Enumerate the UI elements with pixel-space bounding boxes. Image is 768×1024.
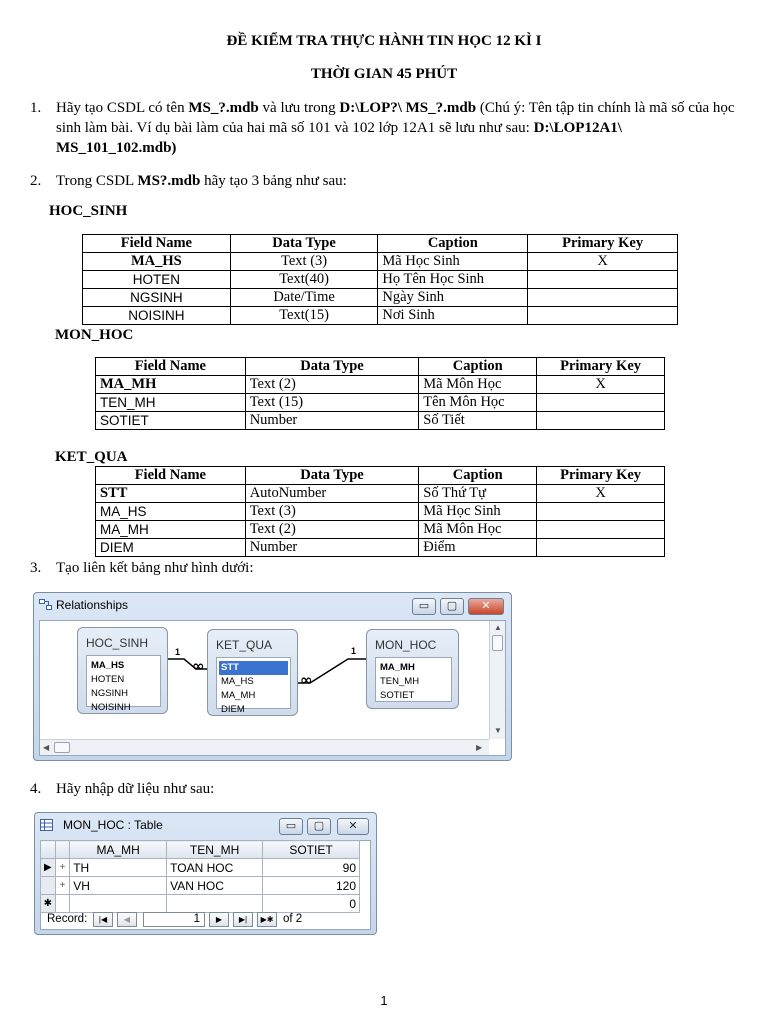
table-row bbox=[83, 253, 678, 271]
one-side-label: 1 bbox=[175, 647, 181, 657]
column-header[interactable]: TEN_MH bbox=[167, 841, 263, 859]
mon-hoc-table bbox=[95, 357, 665, 430]
table-row bbox=[96, 503, 665, 521]
first-record-button[interactable]: |◀ bbox=[93, 912, 113, 927]
table-row bbox=[83, 271, 678, 289]
field-list[interactable] bbox=[216, 657, 291, 715]
caption: Mã Học Sinh bbox=[378, 253, 528, 271]
minimize-button[interactable]: ▭ bbox=[279, 818, 303, 835]
column-header: Primary Key bbox=[537, 358, 665, 376]
last-record-button[interactable]: ▶| bbox=[233, 912, 253, 927]
table-label-hoc-sinh: HOC_SINH bbox=[49, 203, 128, 219]
data-type: AutoNumber bbox=[245, 485, 419, 503]
field-name: MA_MH bbox=[96, 376, 246, 394]
document-subtitle: THỜI GIAN 45 PHÚT bbox=[310, 66, 458, 82]
caption: Số Thứ Tự bbox=[419, 485, 537, 503]
new-record-button[interactable]: ▶✱ bbox=[257, 912, 277, 927]
column-header: Caption bbox=[419, 467, 537, 485]
column-header: Data Type bbox=[245, 358, 419, 376]
record-selector[interactable] bbox=[41, 877, 56, 895]
corner-cell[interactable] bbox=[41, 841, 56, 859]
field-name: NOISINH bbox=[83, 307, 231, 325]
next-record-button[interactable]: ▶ bbox=[209, 912, 229, 927]
expand-button[interactable]: + bbox=[55, 859, 70, 877]
column-header: Data Type bbox=[245, 467, 419, 485]
field-name: MA_MH bbox=[96, 521, 246, 539]
column-header: Field Name bbox=[96, 467, 246, 485]
document-title: ĐỀ KIỂM TRA THỰC HÀNH TIN HỌC 12 KÌ I bbox=[226, 33, 542, 49]
cell-sotiet[interactable]: 0 bbox=[263, 895, 360, 913]
cell-ma-mh[interactable] bbox=[70, 895, 167, 913]
caption: Ngày Sinh bbox=[378, 289, 528, 307]
question-number: 1. bbox=[30, 100, 42, 116]
relationships-icon bbox=[39, 599, 52, 611]
field-name: STT bbox=[96, 485, 246, 503]
record-navigator bbox=[45, 912, 367, 928]
table-label-ket-qua: KET_QUA bbox=[55, 449, 128, 465]
field-item[interactable]: SOTIET bbox=[380, 690, 415, 701]
vertical-scrollbar[interactable] bbox=[489, 621, 505, 739]
page-number: 1 bbox=[380, 993, 388, 1008]
table-box-title: MON_HOC bbox=[375, 638, 437, 652]
window-title: MON_HOC : Table bbox=[63, 818, 163, 832]
table-row bbox=[96, 412, 665, 430]
question-number: 4. bbox=[30, 781, 42, 797]
cell-ma-mh[interactable]: VH bbox=[70, 877, 167, 895]
scroll-right-arrow[interactable]: ▶ bbox=[476, 743, 483, 752]
title-bar[interactable] bbox=[34, 593, 511, 619]
table-box-ket-qua[interactable] bbox=[207, 629, 298, 716]
data-type: Text (2) bbox=[245, 376, 419, 394]
table-box-mon-hoc[interactable] bbox=[366, 629, 459, 709]
maximize-button[interactable]: ▢ bbox=[440, 598, 464, 615]
primary-key bbox=[537, 503, 665, 521]
table-row bbox=[96, 394, 665, 412]
column-header: Caption bbox=[419, 358, 537, 376]
scroll-up-arrow[interactable]: ▲ bbox=[494, 623, 502, 632]
field-item[interactable]: HOTEN bbox=[91, 674, 125, 685]
table-row bbox=[96, 485, 665, 503]
table-row bbox=[83, 307, 678, 325]
question-text: Hãy tạo CSDL có tên MS_?.mdb và lưu trong D:\LOP?\ MS_?.mdb (Chú ý: Tên tập tin chính là mã số của học sinh làm bài. Ví dụ bài làm của hai mã số 101 và 102 lớp 12A1 sẽ lưu như sau: D:\LOP12A1\ MS_101_102.mdb) bbox=[56, 100, 735, 156]
primary-key bbox=[537, 521, 665, 539]
scroll-thumb[interactable] bbox=[492, 635, 503, 651]
primary-key: X bbox=[537, 376, 665, 394]
data-type: Number bbox=[245, 539, 419, 557]
window-title: Relationships bbox=[56, 598, 129, 612]
data-type: Text(15) bbox=[230, 307, 378, 325]
caption: Họ Tên Học Sinh bbox=[378, 271, 528, 289]
cell-sotiet[interactable]: 120 bbox=[263, 877, 360, 895]
table-row bbox=[96, 521, 665, 539]
question-text: Tạo liên kết bảng như hình dưới: bbox=[56, 560, 254, 576]
title-bar[interactable] bbox=[35, 813, 376, 839]
caption: Mã Học Sinh bbox=[419, 503, 537, 521]
primary-key: X bbox=[528, 253, 678, 271]
datasheet-grid bbox=[40, 840, 360, 913]
caption: Số Tiết bbox=[419, 412, 537, 430]
question-number: 3. bbox=[30, 560, 42, 576]
caption: Nơi Sinh bbox=[378, 307, 528, 325]
caption: Mã Môn Học bbox=[419, 521, 537, 539]
close-button[interactable]: ✕ bbox=[468, 598, 504, 615]
record-count: of 2 bbox=[283, 913, 303, 925]
cell-ten-mh[interactable] bbox=[167, 895, 263, 913]
column-header[interactable]: SOTIET bbox=[263, 841, 360, 859]
question-1 bbox=[30, 98, 740, 158]
record-label: Record: bbox=[47, 913, 88, 925]
column-header: Data Type bbox=[230, 235, 378, 253]
question-2 bbox=[30, 171, 740, 191]
field-item[interactable]: MA_HS bbox=[221, 676, 254, 687]
question-number: 2. bbox=[30, 173, 42, 189]
horizontal-scrollbar[interactable] bbox=[40, 739, 489, 755]
field-list[interactable] bbox=[375, 657, 452, 702]
data-type: Text(40) bbox=[230, 271, 378, 289]
table-row bbox=[41, 877, 360, 895]
scroll-thumb[interactable] bbox=[54, 742, 70, 753]
table-row bbox=[96, 376, 665, 394]
data-type: Text (3) bbox=[245, 503, 419, 521]
table-box-hoc-sinh[interactable] bbox=[77, 627, 168, 714]
field-item[interactable]: NGSINH bbox=[91, 688, 128, 699]
field-item[interactable]: MA_MH bbox=[221, 690, 256, 701]
primary-key bbox=[528, 271, 678, 289]
field-item[interactable]: MA_MH bbox=[380, 662, 415, 673]
table-row bbox=[96, 539, 665, 557]
cell-ten-mh[interactable]: VAN HOC bbox=[167, 877, 263, 895]
record-selector[interactable]: ▶ bbox=[41, 859, 56, 877]
scroll-left-arrow[interactable]: ◀ bbox=[43, 743, 50, 752]
primary-key bbox=[537, 539, 665, 557]
column-header: Primary Key bbox=[528, 235, 678, 253]
primary-key bbox=[528, 307, 678, 325]
data-type: Text (15) bbox=[245, 394, 419, 412]
many-side-label: ∞ bbox=[300, 671, 313, 689]
table-row bbox=[41, 859, 360, 877]
caption: Tên Môn Học bbox=[419, 394, 537, 412]
close-button[interactable]: ✕ bbox=[337, 818, 369, 835]
column-header: Primary Key bbox=[537, 467, 665, 485]
datasheet-window bbox=[34, 812, 377, 935]
caption: Điểm bbox=[419, 539, 537, 557]
field-item[interactable]: NOISINH bbox=[91, 702, 131, 713]
expand-button bbox=[55, 895, 70, 913]
many-side-label: ∞ bbox=[192, 657, 205, 675]
field-name: DIEM bbox=[96, 539, 246, 557]
field-list[interactable] bbox=[86, 655, 161, 713]
expand-button[interactable]: + bbox=[55, 877, 70, 895]
cell-ten-mh[interactable]: TOAN HOC bbox=[167, 859, 263, 877]
data-type: Text (3) bbox=[230, 253, 378, 271]
relationships-canvas bbox=[39, 620, 506, 756]
field-item[interactable]: MA_HS bbox=[91, 660, 125, 671]
table-row bbox=[83, 289, 678, 307]
table-row bbox=[41, 895, 360, 913]
data-type: Number bbox=[245, 412, 419, 430]
minimize-button[interactable]: ▭ bbox=[412, 598, 436, 615]
hoc-sinh-table bbox=[82, 234, 678, 325]
field-item[interactable]: STT bbox=[219, 661, 288, 675]
table-label-mon-hoc: MON_HOC bbox=[55, 327, 134, 343]
field-name: NGSINH bbox=[83, 289, 231, 307]
primary-key bbox=[537, 394, 665, 412]
scroll-down-arrow[interactable]: ▼ bbox=[494, 726, 502, 735]
expand-header bbox=[55, 841, 70, 859]
column-header: Caption bbox=[378, 235, 528, 253]
maximize-button[interactable]: ▢ bbox=[307, 818, 331, 835]
relationships-window bbox=[33, 592, 512, 761]
new-record-selector[interactable]: ✱ bbox=[41, 895, 56, 913]
data-type: Date/Time bbox=[230, 289, 378, 307]
caption: Mã Môn Học bbox=[419, 376, 537, 394]
table-box-title: HOC_SINH bbox=[86, 636, 149, 650]
previous-record-button[interactable]: ◀ bbox=[117, 912, 137, 927]
table-box-title: KET_QUA bbox=[216, 638, 273, 652]
field-name: MA_HS bbox=[96, 503, 246, 521]
question-3 bbox=[30, 558, 740, 578]
cell-sotiet[interactable]: 90 bbox=[263, 859, 360, 877]
field-item[interactable]: TEN_MH bbox=[380, 676, 420, 687]
one-side-label: 1 bbox=[351, 646, 357, 656]
ket-qua-table bbox=[95, 466, 665, 557]
question-text: Hãy nhập dữ liệu như sau: bbox=[56, 781, 215, 797]
column-header: Field Name bbox=[83, 235, 231, 253]
record-number-input[interactable]: 1 bbox=[143, 912, 205, 927]
field-name: TEN_MH bbox=[96, 394, 246, 412]
field-name: MA_HS bbox=[83, 253, 231, 271]
column-header: Field Name bbox=[96, 358, 246, 376]
field-name: SOTIET bbox=[96, 412, 246, 430]
data-type: Text (2) bbox=[245, 521, 419, 539]
field-item[interactable]: DIEM bbox=[221, 704, 245, 715]
column-header[interactable]: MA_MH bbox=[70, 841, 167, 859]
table-icon bbox=[40, 819, 53, 831]
primary-key bbox=[528, 289, 678, 307]
field-name: HOTEN bbox=[83, 271, 231, 289]
cell-ma-mh[interactable]: TH bbox=[70, 859, 167, 877]
question-text: Trong CSDL MS?.mdb hãy tạo 3 bảng như sau: bbox=[56, 173, 347, 189]
primary-key bbox=[537, 412, 665, 430]
primary-key: X bbox=[537, 485, 665, 503]
question-4 bbox=[30, 779, 740, 799]
datasheet-area bbox=[40, 840, 371, 930]
